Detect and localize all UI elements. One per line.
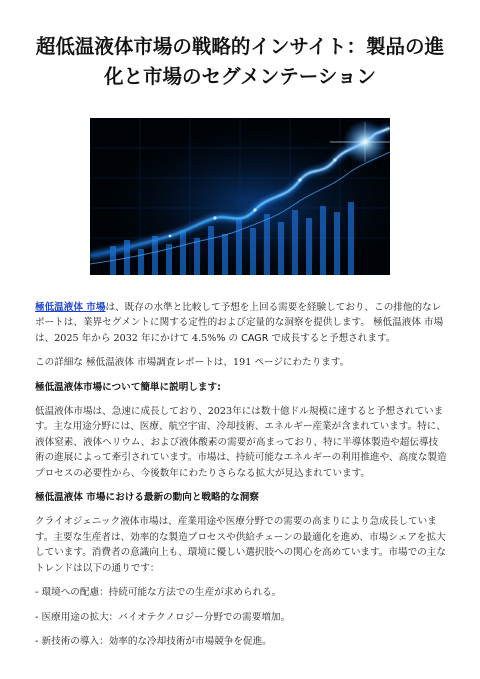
intro-text-3: 年にかけて bbox=[137, 332, 192, 344]
market-link[interactable]: 極低温液体 市場 bbox=[35, 302, 106, 313]
section-1-year: 2023 bbox=[207, 406, 233, 418]
report-pages-paragraph bbox=[35, 355, 447, 370]
section-2-heading: 極低温液体 市場における最新の動向と戦略的な洞察 bbox=[35, 492, 259, 504]
intro-year-end: 2032 bbox=[113, 332, 138, 344]
bullet-item: - 新技術の導入：効率的な冷却技術が市場競争を促進。 bbox=[35, 635, 272, 647]
section-2-body: クライオジェニック液体市場は、産業用途や医療分野での需要の高まりにより急成長しています。主要な生産者は、効率的な製造プロセスや供給チェーンの最適化を進め、市場シェアを拡大しています。消費者の意識向上も、環境に優しい選択肢への関心を高めています。市場での主なトレンドは以下の通りです： bbox=[35, 516, 446, 574]
bullet-item: - 医療用途の拡大：バイオテクノロジー分野での需要増加。 bbox=[35, 611, 291, 623]
section-1-body bbox=[35, 404, 447, 481]
intro-text-2: 年から bbox=[78, 332, 114, 344]
section-1-heading: 極低温液体市場について簡単に説明します: bbox=[35, 381, 221, 393]
report-pages-text-1: この詳細な 極低温液体 市場調査レポートは、 bbox=[35, 357, 233, 369]
hero-image bbox=[90, 118, 390, 275]
bullet-item: - 環境への配慮：持続可能な方法での生産が求められる。 bbox=[35, 587, 282, 599]
report-pages-count: 191 bbox=[232, 357, 252, 369]
section-1-body-1: 低温液体市場は、急速に成長しており、 bbox=[35, 406, 208, 418]
intro-text-1: は、既存の水準と比較して予想を上回る需要を経験しており、この排他的なレポートは、業界セグメントに関する定性的および定量的な洞察を提供します。 極低温液体 市場は、 bbox=[35, 302, 444, 344]
article-body bbox=[35, 300, 447, 658]
intro-paragraph bbox=[35, 300, 447, 346]
rising-trend-line-image bbox=[90, 118, 390, 275]
report-pages-text-2: ページにわたります。 bbox=[251, 357, 350, 369]
section-1-body-2: 年には数十億ドル規模に達すると予想されています。主な用途分野には、医療、航空宇宙、冷却技術、エネルギー産業が含まれています。特に、液体窒素、液体ヘリウム、および液体酸素の需要が高まっており、特に半導体製造や超伝導技術の進展によって牽引されています。市場は、持続可能なエネルギーの利用推進や、高度な製造プロセスの必要性から、今後数年にわたりさらなる拡大が見込まれています。 bbox=[35, 406, 447, 479]
intro-cagr: 4.5% bbox=[192, 332, 217, 344]
intro-text-4: % の CAGR で成長すると予想されます。 bbox=[216, 332, 396, 344]
page-title: 超低温液体市場の戦略的インサイト：製品の進化と市場のセグメンテーション bbox=[35, 35, 445, 88]
intro-year-start: 2025 bbox=[54, 332, 79, 344]
